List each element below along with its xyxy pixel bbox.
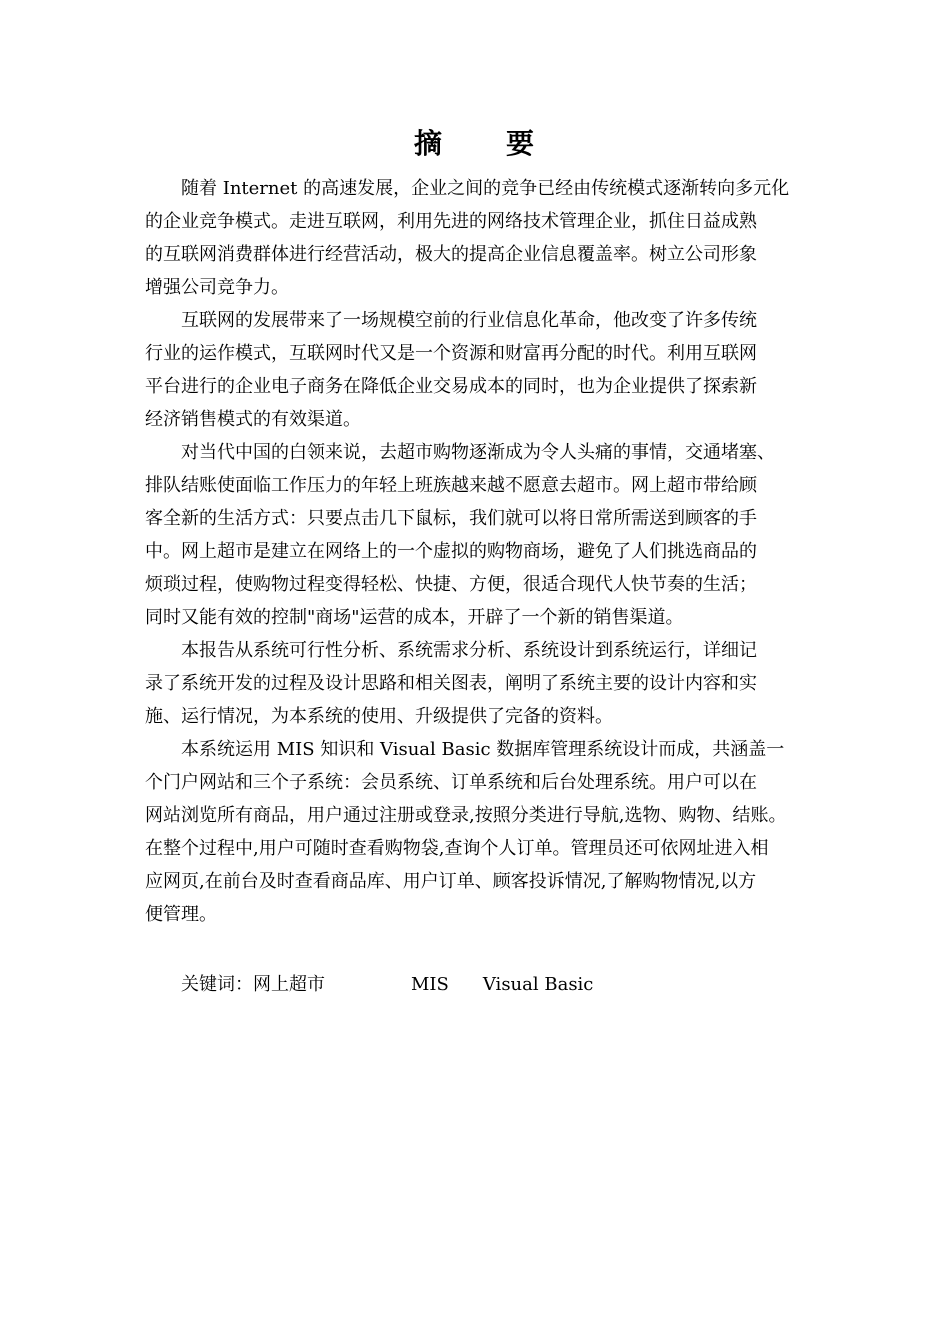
paragraph-line: 本报告从系统可行性分析、系统需求分析、系统设计到系统运行，详细记 [181,640,757,661]
paragraph-line: 增强公司竞争力。 [145,277,289,298]
paragraph-line: 客全新的生活方式：只要点击几下鼠标，我们就可以将日常所需送到顾客的手 [145,508,757,529]
paragraph-line: 互联网的发展带来了一场规模空前的行业信息化革命，他改变了许多传统 [181,310,757,331]
paragraph-line: 的互联网消费群体进行经营活动，极大的提高企业信息覆盖率。树立公司形象 [145,244,757,265]
keywords-line [181,968,593,1001]
paragraph-line: 的企业竞争模式。走进互联网，利用先进的网络技术管理企业，抓住日益成熟 [145,211,757,232]
keywords-label: 关键词： [181,974,253,995]
abstract-title-char-2: 要 [506,127,537,160]
paragraph-line: 应网页,在前台及时查看商品库、用户订单、顾客投诉情况,了解购物情况,以方 [145,871,757,892]
paragraph-5 [145,733,825,931]
paragraph-line: 行业的运作模式，互联网时代又是一个资源和财富再分配的时代。利用互联网 [145,343,757,364]
paragraph-line: 中。网上超市是建立在网络上的一个虚拟的购物商场，避免了人们挑选商品的 [145,541,757,562]
paragraph-line: 平台进行的企业电子商务在降低企业交易成本的同时，也为企业提供了探索新 [145,376,757,397]
paragraph-line: 便管理。 [145,904,217,925]
paragraph-line: 录了系统开发的过程及设计思路和相关图表，阐明了系统主要的设计内容和实 [145,673,757,694]
abstract-title [0,122,950,166]
abstract-body [145,172,825,931]
paragraph-line: 烦琐过程，使购物过程变得轻松、快捷、方便，很适合现代人快节奏的生活； [145,574,757,595]
paragraph-line: 对当代中国的白领来说，去超市购物逐渐成为令人头痛的事情，交通堵塞、 [181,442,775,463]
paragraph-line: 在整个过程中,用户可随时查看购物袋,查询个人订单。管理员还可依网址进入相 [145,838,769,859]
paragraph-line: 个门户网站和三个子系统：会员系统、订单系统和后台处理系统。用户可以在 [145,772,757,793]
paragraph-3 [145,436,825,634]
paragraph-line: 网站浏览所有商品，用户通过注册或登录,按照分类进行导航,选物、购物、结账。 [145,805,787,826]
paragraph-line: 经济销售模式的有效渠道。 [145,409,361,430]
paragraph-1 [145,172,825,304]
keyword-item: MIS [411,974,449,995]
abstract-title-char-1: 摘 [413,127,444,160]
paragraph-4 [145,634,825,733]
paragraph-2 [145,304,825,436]
paragraph-line: 施、运行情况，为本系统的使用、升级提供了完备的资料。 [145,706,613,727]
paragraph-line: 本系统运用 MIS 知识和 Visual Basic 数据库管理系统设计而成，共涵盖一 [181,739,785,760]
keyword-item: 网上超市 [253,974,325,995]
paragraph-line: 随着 Internet 的高速发展，企业之间的竞争已经由传统模式逐渐转向多元化 [181,178,790,199]
paragraph-line: 排队结账使面临工作压力的年轻上班族越来越不愿意去超市。网上超市带给顾 [145,475,757,496]
paragraph-line: 同时又能有效的控制"商场"运营的成本，开辟了一个新的销售渠道。 [145,607,684,628]
keyword-item: Visual Basic [482,974,594,995]
